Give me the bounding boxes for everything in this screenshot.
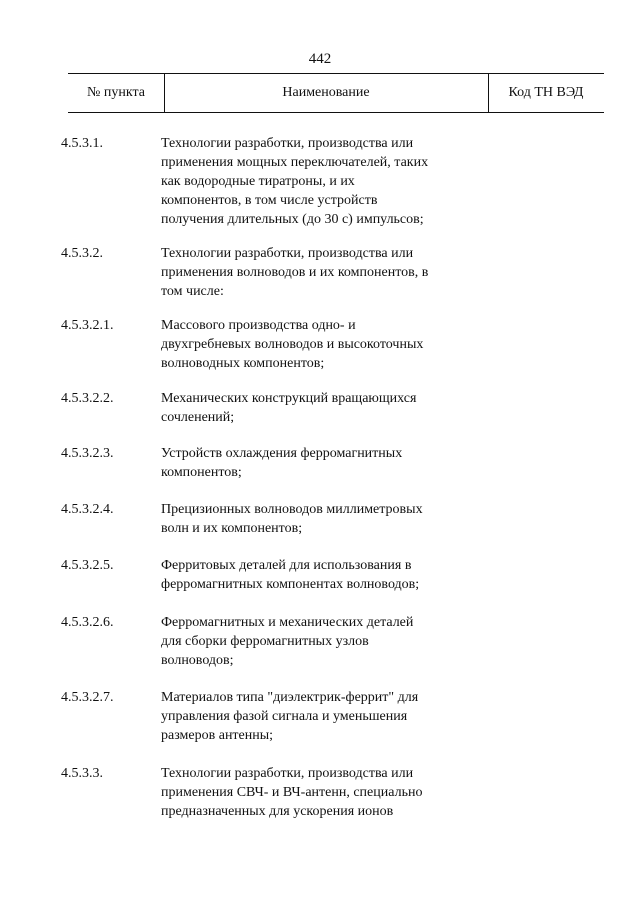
- text-line: Технологии разработки, производства или: [161, 246, 414, 261]
- item-text: [161, 500, 506, 538]
- text-line: Массового производства одно- и: [161, 318, 356, 333]
- text-line: компонентов, в том числе устройств: [161, 193, 378, 208]
- item-text: [161, 444, 506, 482]
- text-line: применения СВЧ- и ВЧ-антенн, специально: [161, 785, 423, 800]
- item-number: 4.5.3.3.: [61, 766, 103, 781]
- text-line: сочленений;: [161, 410, 235, 425]
- header-name: Наименование: [282, 85, 370, 100]
- text-line: ферромагнитных компонентах волноводов;: [161, 577, 420, 592]
- item-text: [161, 764, 506, 821]
- text-line: волн и их компонентов;: [161, 521, 303, 536]
- item-text: [161, 316, 506, 373]
- item-number: 4.5.3.2.1.: [61, 318, 114, 333]
- text-line: Прецизионных волноводов миллиметровых: [161, 502, 423, 517]
- item-number: 4.5.3.2.4.: [61, 502, 114, 517]
- table-header: [68, 73, 604, 113]
- text-line: Ферромагнитных и механических деталей: [161, 615, 414, 630]
- text-line: размеров антенны;: [161, 728, 274, 743]
- header-code: Код ТН ВЭД: [508, 85, 584, 100]
- text-line: управления фазой сигнала и уменьшения: [161, 709, 408, 724]
- text-line: том числе:: [161, 284, 224, 299]
- text-line: компонентов;: [161, 465, 242, 480]
- text-line: двухгребневых волноводов и высокоточных: [161, 337, 424, 352]
- item-number: 4.5.3.2.5.: [61, 558, 114, 573]
- text-line: Материалов типа "диэлектрик-феррит" для: [161, 690, 419, 705]
- item-text: [161, 613, 506, 670]
- item-text: [161, 688, 506, 745]
- text-line: Ферритовых деталей для использования в: [161, 558, 412, 573]
- text-line: Технологии разработки, производства или: [161, 766, 414, 781]
- item-number: 4.5.3.2.2.: [61, 391, 114, 406]
- item-number: 4.5.3.2.7.: [61, 690, 114, 705]
- text-line: волноводных компонентов;: [161, 356, 325, 371]
- text-line: для сборки ферромагнитных узлов: [161, 634, 369, 649]
- text-line: волноводов;: [161, 653, 234, 668]
- item-number: 4.5.3.2.3.: [61, 446, 114, 461]
- item-number: 4.5.3.2.: [61, 246, 103, 261]
- text-line: Механических конструкций вращающихся: [161, 391, 417, 406]
- item-text: [161, 244, 506, 301]
- header-number: № пункта: [87, 85, 145, 100]
- text-line: предназначенных для ускорения ионов: [161, 804, 394, 819]
- item-number: 4.5.3.2.6.: [61, 615, 114, 630]
- item-number: 4.5.3.1.: [61, 136, 103, 151]
- text-line: применения мощных переключателей, таких: [161, 155, 429, 170]
- item-text: [161, 389, 506, 427]
- text-line: Технологии разработки, производства или: [161, 136, 414, 151]
- text-line: получения длительных (до 30 с) импульсов;: [161, 212, 424, 227]
- text-line: Устройств охлаждения ферромагнитных: [161, 446, 403, 461]
- text-line: как водородные тиратроны, и их: [161, 174, 355, 189]
- text-line: применения волноводов и их компонентов, в: [161, 265, 429, 280]
- page-number: 442: [308, 51, 332, 67]
- item-text: [161, 556, 506, 594]
- item-text: [161, 134, 506, 229]
